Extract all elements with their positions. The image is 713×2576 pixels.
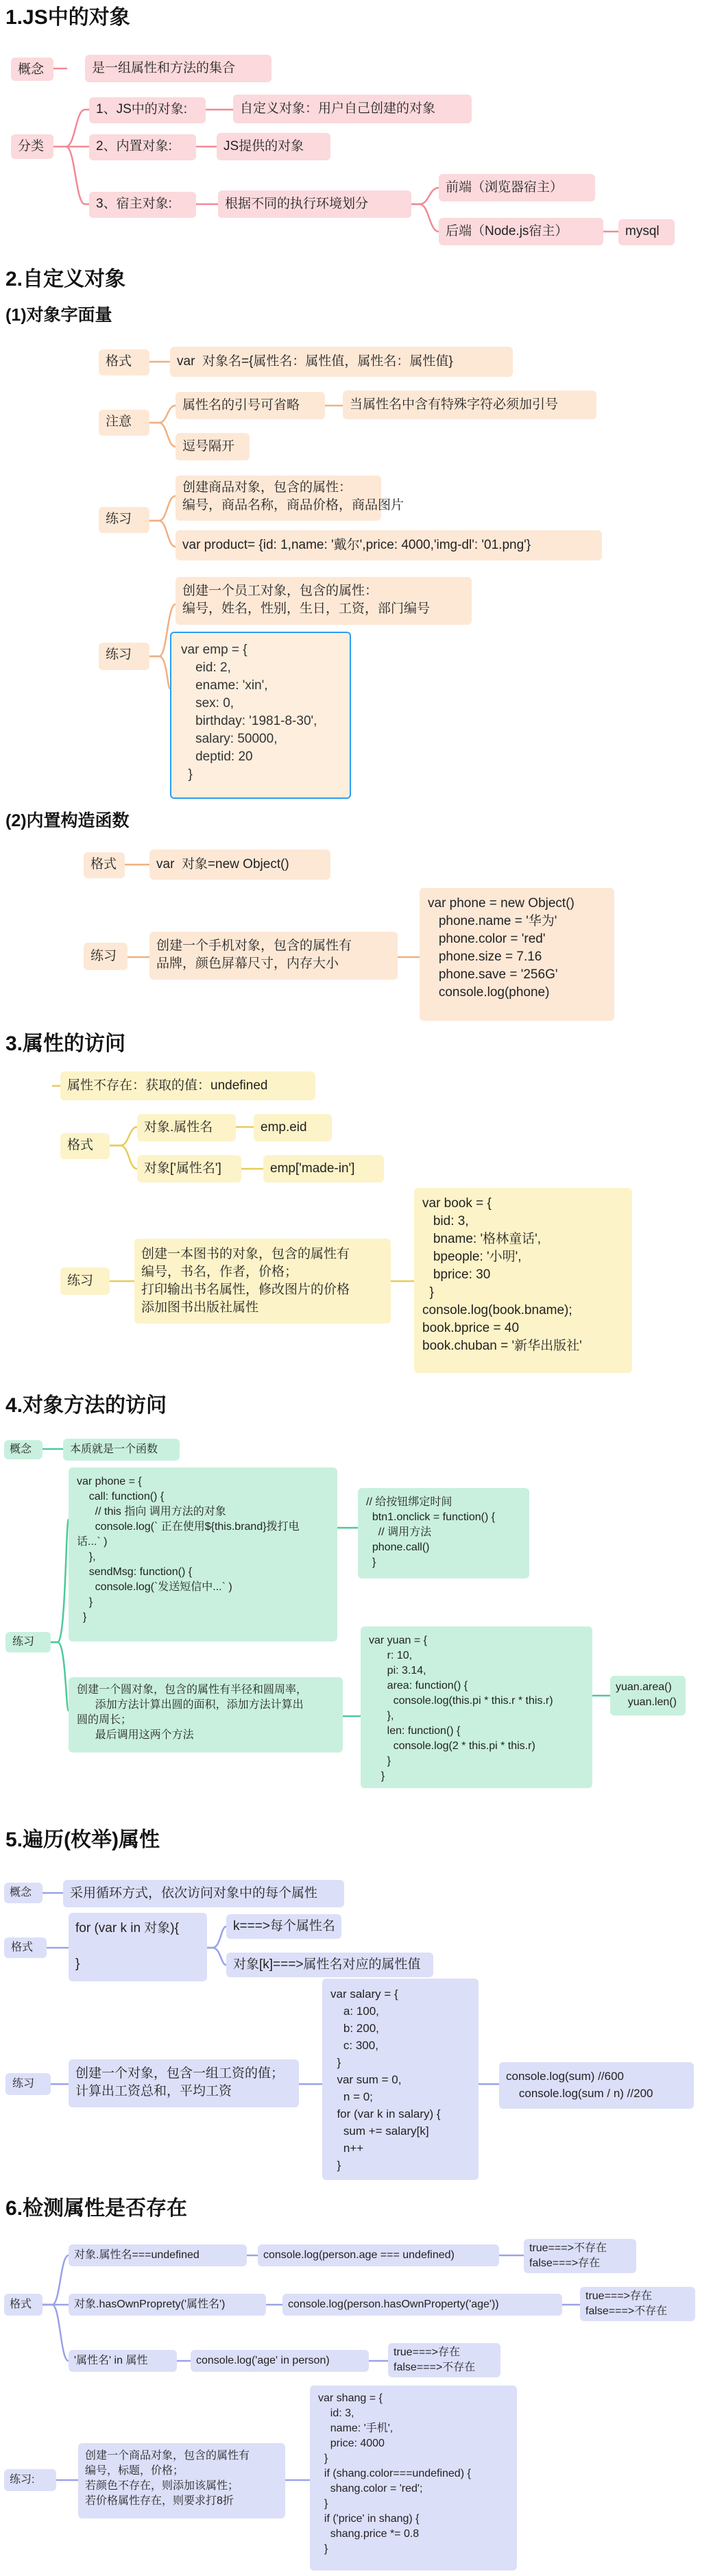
node-method-exercise-circle: 创建一个圆对象，包含的属性有半径和圆周率， 添加方法计算出圆的面积，添加方法计算出 圆的周长； 最后调用这两个方法 xyxy=(69,1677,343,1753)
node-check-exercise: 练习: xyxy=(4,2469,56,2491)
node-enum-format: 格式 xyxy=(4,1937,47,1958)
node-builtin-text: JS提供的对象 xyxy=(217,133,330,160)
node-exercise-3: 练习 xyxy=(84,943,128,970)
node-check-hasown: 对象.hasOwnProprety('属性名') xyxy=(69,2294,266,2316)
node-concept: 概念 xyxy=(11,58,53,81)
node-check-hasown-code: console.log(person.hasOwnProperty('age')) xyxy=(282,2294,562,2316)
node-check-exercise-code: var shang = { id: 3, name: '手机', price: 4000 } if (shang.color===undefined) { shang.color = 'red'; } if ('price' in shang) { shang.price *= 0.8 } xyxy=(310,2386,517,2571)
node-enum-value: 对象[k]===>属性名对应的属性值 xyxy=(226,1953,433,1977)
node-check-exercise-text: 创建一个商品对象，包含的属性有 编号，标题，价格； 若颜色不存在，则添加该属性； 若价格属性存在，则要求打8折 xyxy=(78,2443,285,2518)
node-js-objects: 1、JS中的对象: xyxy=(89,97,206,123)
node-dot-example: emp.eid xyxy=(254,1114,332,1141)
node-exercise-1-text: 创建商品对象，包含的属性： 编号，商品名称，商品价格，商品图片 xyxy=(176,475,381,521)
node-mysql: mysql xyxy=(618,219,675,245)
node-method-concept: 概念 xyxy=(4,1440,43,1459)
node-exercise-2-code[interactable]: var emp = { eid: 2, ename: 'xin', sex: 0, birthday: '1981-8-30', salary: 50000, deptid: 20 } xyxy=(170,632,351,799)
node-backend-host: 后端（Node.js宿主） xyxy=(439,218,603,245)
node-method-call-circle: yuan.area() yuan.len() xyxy=(610,1676,686,1716)
node-method-code-button: // 给按钮绑定时间 btn1.onclick = function() { // 调用方法 phone.call() } xyxy=(358,1488,529,1578)
node-dot-access: 对象.属性名 xyxy=(137,1114,236,1141)
node-note-special-chars: 当属性名中含有特殊字符必须加引号 xyxy=(343,391,596,419)
node-format-2-text: var 对象=new Object() xyxy=(149,850,330,880)
node-note-quotes: 属性名的引号可省略 xyxy=(176,392,325,419)
node-note: 注意 xyxy=(99,410,149,436)
node-method-concept-text: 本质就是一个函数 xyxy=(63,1439,180,1461)
node-check-undefined-code: console.log(person.age === undefined) xyxy=(258,2244,499,2266)
section-title-custom-objects: 2.自定义对象 xyxy=(5,268,126,290)
node-check-undefined: 对象.属性名===undefined xyxy=(69,2244,247,2266)
node-check-undefined-result: true===>不存在 false===>存在 xyxy=(524,2239,636,2273)
node-exercise-book: 练习 xyxy=(60,1267,110,1295)
node-classify: 分类 xyxy=(11,134,53,159)
node-exercise-3-text: 创建一个手机对象，包含的属性有 品牌，颜色屏幕尺寸，内存大小 xyxy=(149,932,398,980)
node-check-in-code: console.log('age' in person) xyxy=(191,2350,369,2372)
node-exercise-3-code: var phone = new Object() phone.name = '华为' phone.color = 'red' phone.size = 7.16 phone.save = '256G' console.log(phone) xyxy=(420,888,614,1021)
node-host-text: 根据不同的执行环境划分 xyxy=(218,190,411,218)
section-title-enumerate: 5.遍历(枚举)属性 xyxy=(5,1829,160,1851)
subtitle-object-literal: (1)对象字面量 xyxy=(5,306,112,325)
node-note-comma: 逗号隔开 xyxy=(176,433,250,460)
section-title-js-objects: 1.JS中的对象 xyxy=(5,6,130,29)
node-enum-key: k===>每个属性名 xyxy=(226,1914,341,1939)
node-custom-objects: 自定义对象：用户自己创建的对象 xyxy=(233,95,472,123)
node-exercise-1: 练习 xyxy=(99,507,149,533)
node-exercise-book-text: 创建一本图书的对象，包含的属性有 编号，书名，作者，价格； 打印输出书名属性，修改图片的价格 添加图书出版社属性 xyxy=(134,1239,391,1324)
subtitle-builtin-constructor: (2)内置构造函数 xyxy=(5,811,130,830)
node-bracket-access: 对象['属性名'] xyxy=(137,1155,241,1182)
node-enum-format-code: for (var k in 对象){ } xyxy=(69,1913,207,1981)
node-frontend-host: 前端（浏览器宿主） xyxy=(439,174,595,201)
node-enum-exercise-code: var salary = { a: 100, b: 200, c: 300, } var sum = 0, n = 0; for (var k in salary) { sum += salary[k] n++ } xyxy=(322,1979,479,2180)
node-check-in: '属性名' in 属性 xyxy=(69,2350,177,2372)
node-format-text: var 对象名={属性名：属性值，属性名：属性值} xyxy=(170,347,513,377)
node-exercise-1-code: var product= {id: 1,name: '戴尔',price: 4000,'img-dl': '01.png'} xyxy=(176,530,602,560)
node-method-code-circle: var yuan = { r: 10, pi: 3.14, area: function() { console.log(this.pi * this.r * this.r) }, len: function() { console.log(2 * this.pi * this.r) } } xyxy=(361,1626,592,1788)
node-concept-text: 是一组属性和方法的集合 xyxy=(85,55,271,82)
section-title-method-access: 4.对象方法的访问 xyxy=(5,1394,167,1417)
node-method-exercise: 练习 xyxy=(5,1632,51,1652)
node-exercise-2: 练习 xyxy=(99,643,149,670)
node-format-2: 格式 xyxy=(84,852,125,878)
node-check-in-result: true===>存在 false===>不存在 xyxy=(388,2343,500,2377)
node-exercise-2-text: 创建一个员工对象，包含的属性： 编号，姓名，性别，生日，工资，部门编号 xyxy=(176,577,472,625)
node-check-format: 格式 xyxy=(4,2294,43,2316)
node-method-code-phone: var phone = { call: function() { // this 指向 调用方法的对象 console.log(` 正在使用${this.brand}拨打电 话...` ) }, sendMsg: function() { console.log(`发送短信中...` ) } } xyxy=(69,1467,337,1642)
node-host-objects: 3、宿主对象: xyxy=(89,192,196,218)
node-bracket-example: emp['made-in'] xyxy=(263,1155,384,1182)
section-title-property-access: 3.属性的访问 xyxy=(5,1032,126,1055)
section-title-check-existence: 6.检测属性是否存在 xyxy=(5,2197,188,2220)
node-enum-exercise-text: 创建一个对象，包含一组工资的值； 计算出工资总和，平均工资 xyxy=(69,2059,299,2107)
node-access-format: 格式 xyxy=(60,1133,110,1159)
node-enum-exercise: 练习 xyxy=(5,2073,51,2095)
node-format: 格式 xyxy=(99,349,149,375)
node-undefined-note: 属性不存在：获取的值：undefined xyxy=(60,1072,315,1100)
node-enum-concept-text: 采用循环方式，依次访问对象中的每个属性 xyxy=(63,1880,344,1907)
node-check-hasown-result: true===>存在 false===>不存在 xyxy=(580,2287,695,2321)
node-exercise-book-code: var book = { bid: 3, bname: '格林童话', bpeople: '小明', bprice: 30 } console.log(book.bname); book.bprice = 40 book.chuban = '新华出版社' xyxy=(414,1188,632,1373)
node-enum-exercise-output: console.log(sum) //600 console.log(sum / n) //200 xyxy=(499,2062,694,2109)
node-builtin-objects: 2、内置对象: xyxy=(89,134,196,160)
node-enum-concept: 概念 xyxy=(4,1883,43,1903)
